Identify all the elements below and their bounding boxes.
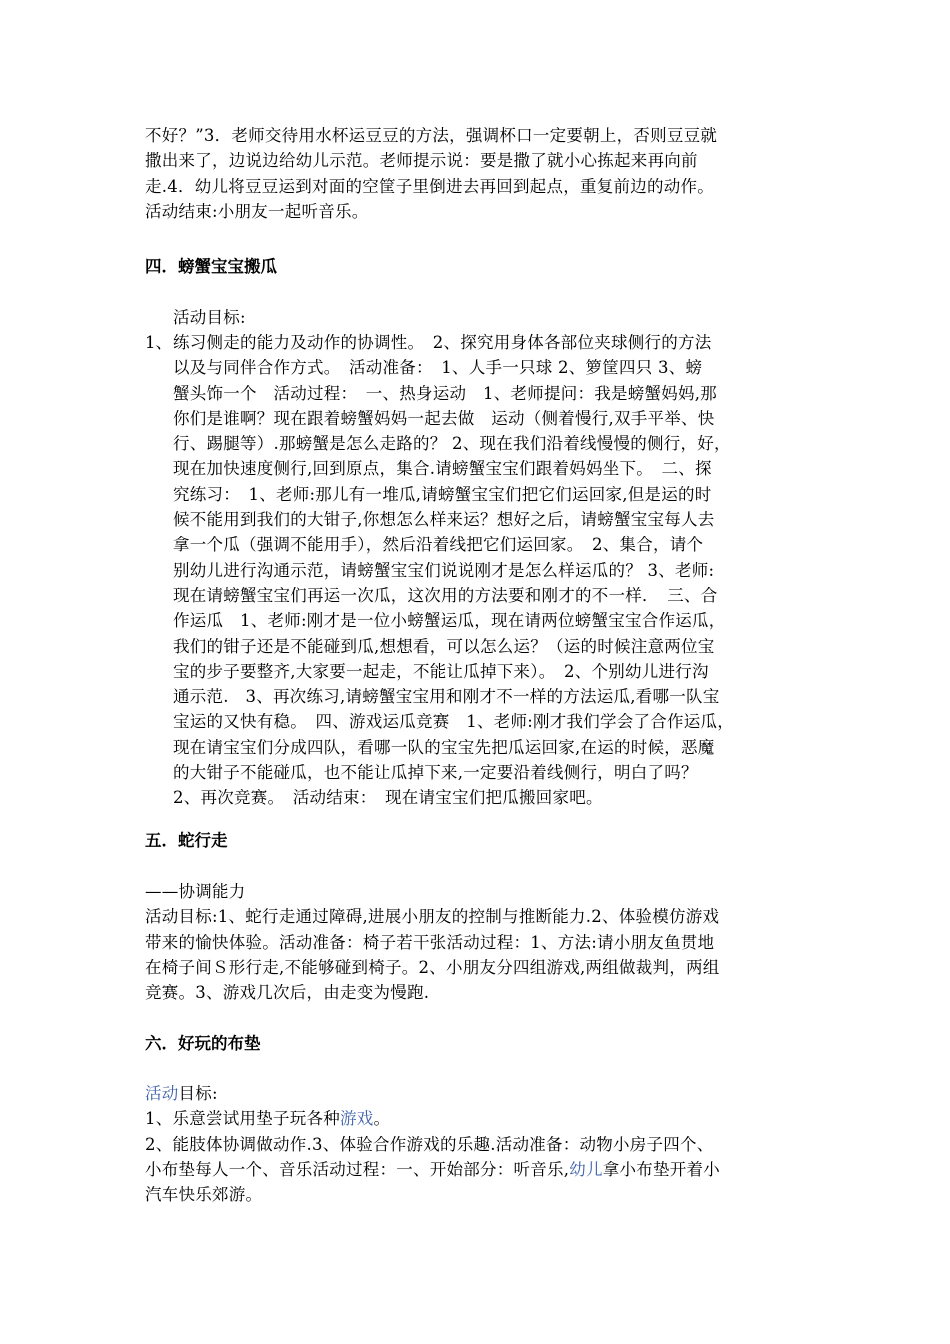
section-5-line: ——协调能力: [145, 882, 246, 901]
section-4-line: 现在请宝宝们分成四队，看哪一队的宝宝先把瓜运回家,在运的时候，恶魔: [173, 737, 715, 757]
section-4-line: 行、踢腿等）.那螃蟹是怎么走路的？ 2、现在我们沿着线慢慢的侧行，好，: [173, 434, 731, 454]
section-6-paragraph: [145, 1081, 815, 1207]
section-4-line: 究练习： 1、老师:那儿有一堆瓜,请螃蟹宝宝们把它们运回家,但是运的时: [173, 484, 712, 504]
section-4-line: 2、再次竞赛。 活动结束： 现在请宝宝们把瓜搬回家吧。: [173, 788, 603, 808]
child-link[interactable]: 幼儿: [569, 1159, 603, 1179]
section-6-item-1: [145, 1106, 815, 1131]
section-4-line: 现在加快速度侧行,回到原点，集合.请螃蟹宝宝们跟着妈妈坐下。 二、探: [173, 459, 712, 479]
section-4-heading: 四．螃蟹宝宝搬瓜: [145, 257, 277, 276]
section-4-line: 练习侧走的能力及动作的协调性。 2、探究用身体各部位夹球侧行的方法: [173, 333, 712, 352]
section-5-heading: 五．蛇行走: [145, 831, 228, 850]
section-6-line: 汽车快乐郊游。: [145, 1185, 263, 1205]
intro-line: 撒出来了，边说边给幼儿示范。老师提示说：要是撒了就小心拣起来再向前: [145, 151, 698, 171]
section-4-line: 以及与同伴合作方式。 活动准备： 1、人手一只球 2、箩筐四只 3、螃: [173, 358, 703, 378]
line-4-rest: 拿小布垫开着小: [602, 1159, 720, 1179]
section-5-line: 在椅子间Ｓ形行走,不能够碰到椅子。2、小朋友分四组游戏,两组做裁判，两组: [145, 957, 720, 977]
section-4-line: 你们是谁啊？现在跟着螃蟹妈妈一起去做 运动（侧着慢行,双手平举、快: [173, 408, 715, 428]
section-4-line: 我们的钳子还是不能碰到瓜,想想看，可以怎么运？（运的时候注意两位宝: [173, 636, 715, 656]
section-4-line: 蟹头饰一个 活动过程： 一、热身运动 1、老师提问：我是螃蟹妈妈,那: [173, 383, 717, 403]
item-1-text: 1、乐意尝试用垫子玩各种: [145, 1109, 340, 1129]
intro-line: 活动结束:小朋友一起听音乐。: [145, 201, 369, 221]
intro-paragraph: [145, 123, 815, 224]
section-4-line: 候不能用到我们的大钳子,你想怎么样来运？想好之后，请螃蟹宝宝每人去: [173, 510, 715, 530]
section-4-line: 现在请螃蟹宝宝们再运一次瓜，这次用的方法要和刚才的不一样． 三、合: [173, 585, 718, 605]
section-6-line: 2、能肢体协调做动作.3、体验合作游戏的乐趣.活动准备：动物小房子四个、: [145, 1134, 714, 1154]
section-4-line: 的大钳子不能碰瓜，也不能让瓜掉下来,一定要沿着线侧行，明白了吗？: [173, 763, 698, 783]
section-5-line: 活动目标:1、蛇行走通过障碍,进展小朋友的控制与推断能力.2、体验模仿游戏: [145, 907, 720, 927]
section-4-line: 通示范. 3、再次练习,请螃蟹宝宝用和刚才不一样的方法运瓜,看哪一队宝: [173, 687, 720, 707]
line-4-text: 小布垫每人一个、音乐活动过程：一、开始部分：听音乐,: [145, 1159, 570, 1179]
intro-line: 不好？”3．老师交待用水杯运豆豆的方法，强调杯口一定要朝上，否则豆豆就: [145, 126, 718, 145]
game-link[interactable]: 游戏: [340, 1109, 374, 1129]
section-6-goal-line: [145, 1081, 815, 1106]
section-4-line: 宝运的又快有稳。 四、游戏运瓜竞赛 1、老师:刚才我们学会了合作运瓜，: [173, 712, 735, 732]
section-6-line: [145, 1157, 815, 1182]
section-5-line: 带来的愉快体验。活动准备：椅子若干张活动过程：1、方法:请小朋友鱼贯地: [145, 932, 715, 952]
section-4-line: 宝的步子要整齐,大家要一起走，不能让瓜掉下来）。 2、个别幼儿进行沟: [173, 661, 709, 681]
list-number: 1、: [145, 333, 172, 352]
section-6-heading: 六．好玩的布垫: [145, 1034, 261, 1053]
section-4-list-body: [173, 330, 734, 811]
goal-text: 目标:: [178, 1084, 218, 1103]
activity-link[interactable]: 活动: [145, 1084, 179, 1103]
section-4-line: 拿一个瓜（强调不能用手），然后沿着线把它们运回家。 2、集合，请个: [173, 535, 704, 555]
section-4-line: 别幼儿进行沟通示范，请螃蟹宝宝们说说刚才是怎么样运瓜的？ 3、老师:: [173, 560, 715, 580]
section-5-paragraph: [145, 879, 815, 1005]
section-5-line: 竞赛。3、游戏几次后，由走变为慢跑.: [145, 983, 430, 1003]
section-4-line: 作运瓜 1、老师:刚才是一位小螃蟹运瓜，现在请两位螃蟹宝宝合作运瓜，: [173, 611, 726, 631]
section-4-goal-label: 活动目标:: [173, 308, 246, 327]
intro-line: 走.4．幼儿将豆豆运到对面的空筐子里倒进去再回到起点，重复前边的动作。: [145, 176, 714, 196]
item-1-suffix: 。: [373, 1109, 391, 1129]
